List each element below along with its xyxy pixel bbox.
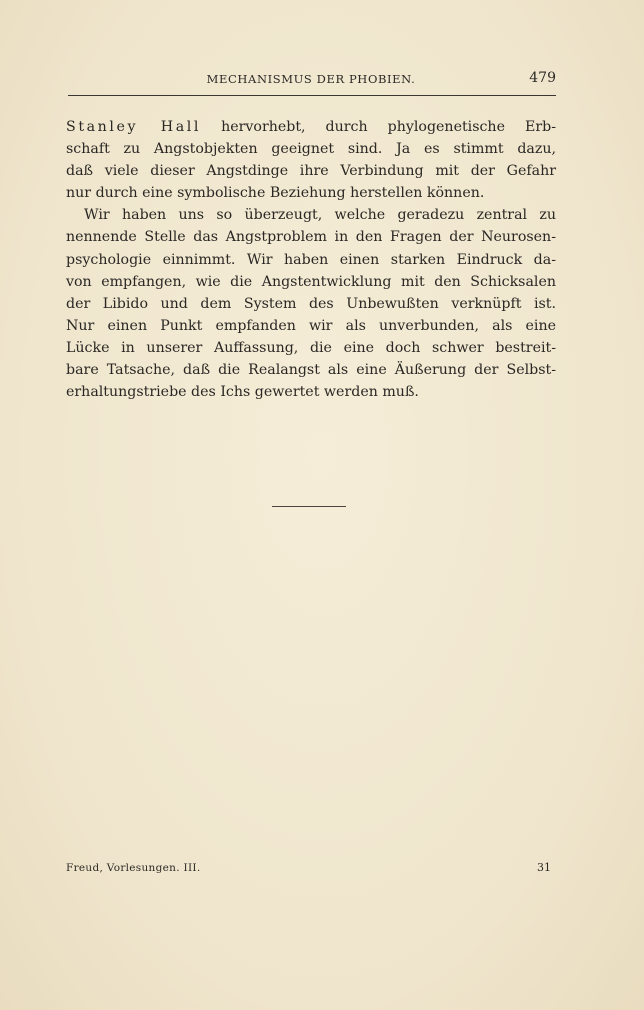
sheet-number: 31 xyxy=(537,861,551,874)
text-line: psychologie einnimmt. Wir haben einen starken Eindruck da- xyxy=(66,251,556,268)
text-line: von empfangen, wie die Angstentwicklung mit den Schicksalen xyxy=(66,273,556,290)
text-line: nennende Stelle das Angstproblem in den Fragen der Neurosen- xyxy=(66,229,556,246)
signature-line: Freud, Vorlesungen. III. xyxy=(66,862,201,874)
running-header xyxy=(66,68,556,90)
header-rule xyxy=(68,95,556,96)
text-line: erhaltungstriebe des Ichs gewertet werden muß. xyxy=(66,384,419,401)
body-text xyxy=(66,116,556,403)
text-line: der Libido und dem System des Unbewußten verknüpft ist. xyxy=(66,295,556,312)
text-line: bare Tatsache, daß die Realangst als eine Äußerung der Selbst- xyxy=(66,362,556,379)
text-line: nur durch eine symbolische Beziehung herstellen können. xyxy=(66,185,485,202)
text-line: Nur einen Punkt empfanden wir als unverbunden, als eine xyxy=(66,317,556,334)
text-line: Lücke in unserer Auffassung, die eine doch schwer bestreit- xyxy=(66,339,556,356)
text-line xyxy=(66,116,556,138)
text-fragment: hervorhebt, durch phylogenetische Erb- xyxy=(201,119,556,135)
chapter-end-rule xyxy=(272,506,346,507)
running-title: MECHANISMUS DER PHOBIEN. xyxy=(206,72,416,86)
page-number: 479 xyxy=(529,70,556,86)
text-line: daß viele dieser Angstdinge ihre Verbindung mit der Gefahr xyxy=(66,163,556,180)
text-line: schaft zu Angstobjekten geeignet sind. Ja es stimmt dazu, xyxy=(66,141,556,158)
text-line: Wir haben uns so überzeugt, welche geradezu zentral zu xyxy=(84,207,556,224)
spaced-name: Stanley Hall xyxy=(66,119,202,135)
